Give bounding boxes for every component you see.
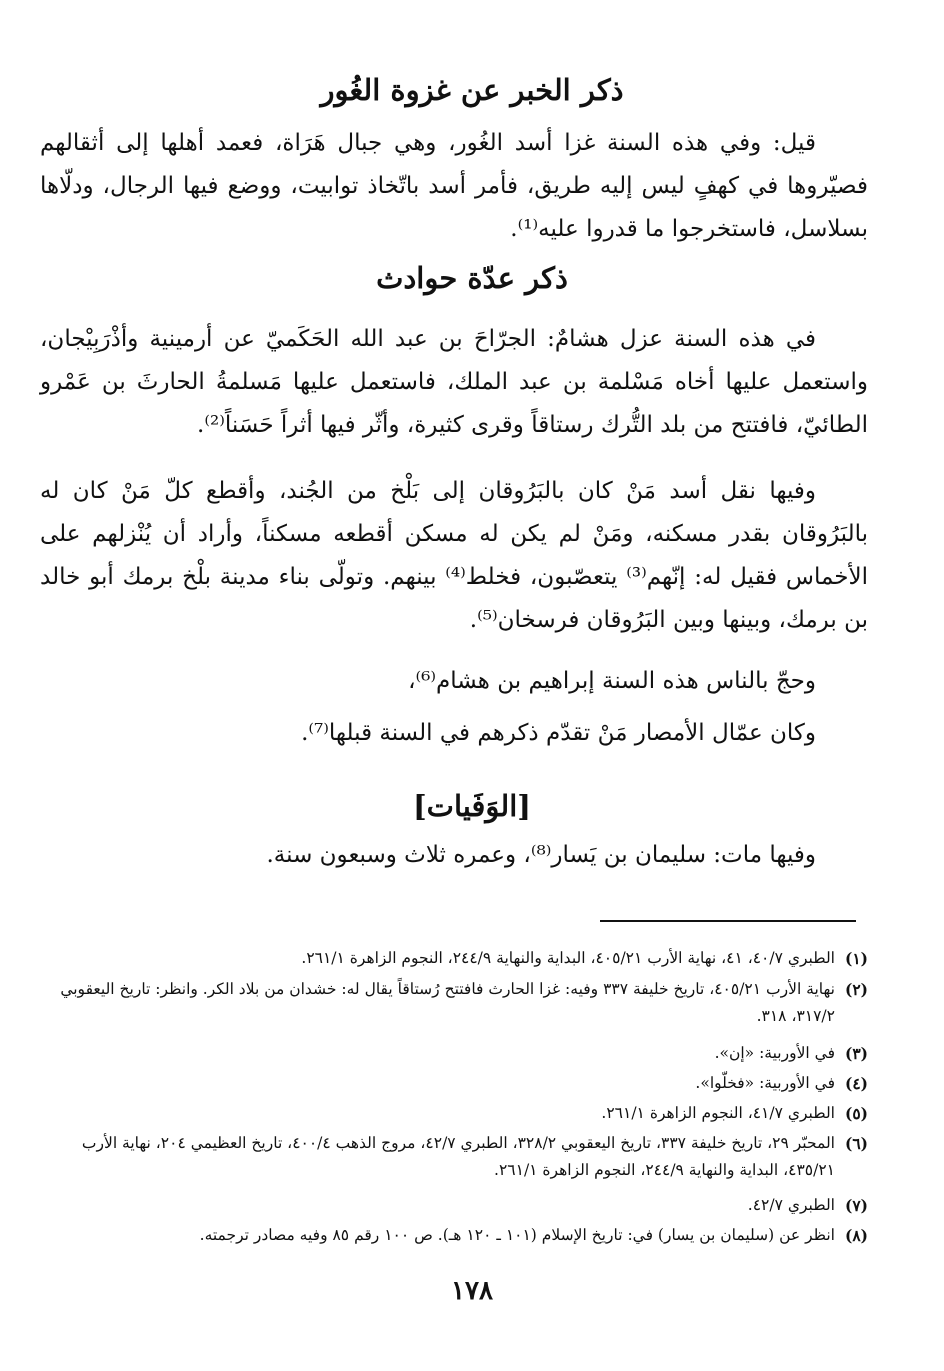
footnote-5	[40, 1100, 868, 1127]
footnote-number: (٤)	[844, 1074, 868, 1093]
section-heading-events: ذكر عدّة حوادث	[376, 261, 568, 295]
paragraph-sulayman-death: وفيها مات: سليمان بن يَسار⁽⁸⁾، وعمره ثلاث وسبعون سنة.	[266, 842, 816, 868]
footnote-6	[40, 1130, 868, 1184]
footnote-number: (٨)	[844, 1226, 868, 1245]
footnote-4	[40, 1070, 868, 1097]
footnote-3	[40, 1040, 868, 1067]
footnote-2	[40, 976, 868, 1030]
footnote-text: نهاية الأرب ٤٠٥/٢١، تاريخ خليفة ٣٣٧ وفيه: غزا الحارث فافتتح رُستاقاً يقال له: خشدان من بلاد الكر. وانظر: تاريخ اليعقوبي ٣١٧/٢، ٣١٨.	[60, 980, 835, 1025]
footnote-number: (١)	[844, 949, 868, 968]
section-heading-deaths: [الوَفَيات]	[412, 789, 532, 823]
footnote-number: (٣)	[844, 1044, 868, 1063]
paragraph-ghur-raid: قيل: وفي هذه السنة غزا أسد الغُور، وهي جبال هَرَاة، فعمد أهلها إلى أثقالهم فصيّروها في كهفٍ ليس إليه طريق، فأمر أسد باتّخاذ توابيت، ووضع فيها الرجال، ودلّاها بسلاسل، فاستخرجوا ما قدروا عليه⁽¹⁾.	[40, 130, 868, 242]
paragraph-hisham-dismissal: في هذه السنة عزل هشامٌ: الجرّاحَ بن عبد الله الحَكَميّ عن أرمينية وأذْرَبِيْجان، واستعمل عليها أخاه مَسْلمة بن عبد الملك، فاستعمل عليها مَسلمةُ الحارثَ بن عَمْرو الطائيّ، فافتتح من بلد التُّرك رستاقاً وقرى كثيرة، وأثّر فيها أثراً حَسَناً⁽²⁾.	[40, 326, 868, 438]
footnote-text: انظر عن (سليمان بن يسار) في: تاريخ الإسلام (١٠١ ـ ١٢٠ هـ). ص ١٠٠ رقم ٨٥ وفيه مصادر ترجمته.	[199, 1226, 835, 1244]
footnote-text: الطبري ٤١/٧، النجوم الزاهرة ٢٦١/١.	[601, 1104, 835, 1122]
footnote-text: الطبري ٤٠/٧، ٤١، نهاية الأرب ٤٠٥/٢١، البداية والنهاية ٢٤٤/٩، النجوم الزاهرة ٢٦١/١.	[301, 949, 835, 967]
footnote-text: في الأوربية: «فخلّوا».	[695, 1074, 835, 1092]
paragraph-baruqan-transfer: وفيها نقل أسد مَنْ كان بالبَرُوقان إلى بَلْخ من الجُند، وأقطع كلّ مَنْ كان له بالبَرُوقان بقدر مسكنه، ومَنْ لم يكن له مسكن أقطعه مسكناً، وأراد أن يُنْزلهم على الأخماس فقيل له: إنّهم⁽³⁾ يتعصّبون، فخلط⁽⁴⁾ بينهم. وتولّى بناء مدينة بلْخ برمك أبو خالد بن برمك، وبينها وبين البَرُوقان فرسخان⁽⁵⁾.	[40, 478, 869, 633]
footnote-text: الطبري ٤٢/٧.	[747, 1196, 835, 1214]
paragraph-hajj-leader: وحجّ بالناس هذه السنة إبراهيم بن هشام⁽⁶⁾،	[408, 668, 816, 694]
page-number: ١٧٨	[451, 1276, 493, 1306]
footnote-number: (٥)	[844, 1104, 868, 1123]
footnote-text: المحبّر ٢٩، تاريخ خليفة ٣٣٧، تاريخ اليعقوبي ٣٢٨/٢، الطبري ٤٢/٧، مروج الذهب ٤٠٠/٤، تاريخ العظيمي ٢٠٤، نهاية الأرب ٤٣٥/٢١، البداية والنهاية ٢٤٤/٩، النجوم الزاهرة ٢٦١/١.	[81, 1134, 835, 1179]
footnote-divider	[600, 920, 856, 922]
footnote-text: في الأوربية: «إن».	[714, 1044, 835, 1062]
paragraph-governors: وكان عمّال الأمصار مَنْ تقدّم ذكرهم في السنة قبلها⁽⁷⁾.	[301, 720, 816, 746]
section-heading-ghur-raid: ذكر الخبر عن غزوة الغُور	[320, 73, 624, 107]
footnote-1	[40, 945, 868, 972]
footnote-7	[40, 1192, 868, 1219]
footnote-number: (٦)	[844, 1134, 868, 1153]
footnote-number: (٢)	[844, 980, 868, 999]
footnote-8	[40, 1222, 868, 1249]
footnote-number: (٧)	[844, 1196, 868, 1215]
